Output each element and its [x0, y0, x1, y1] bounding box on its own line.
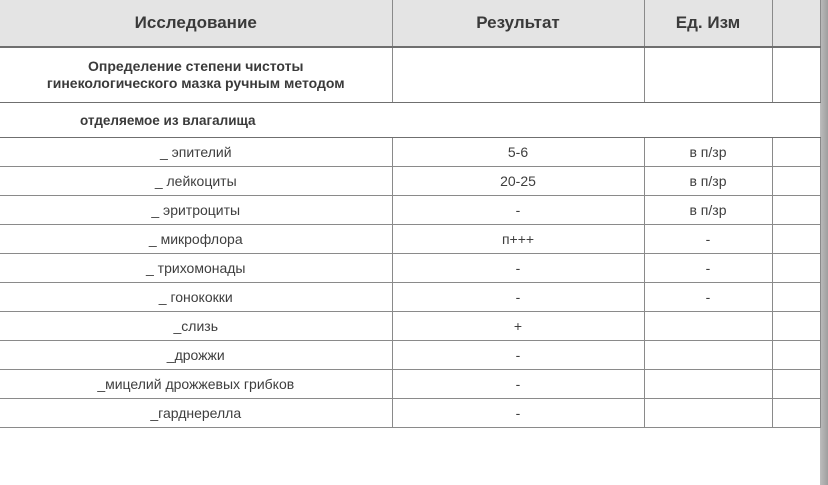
table-row [0, 225, 820, 254]
method-title-cell [0, 47, 392, 103]
row-result: - [392, 370, 644, 399]
row-extra [772, 370, 820, 399]
row-result: - [392, 399, 644, 428]
table-row [0, 167, 820, 196]
method-title-line1: Определение степени чистоты [88, 58, 304, 74]
table-row [0, 312, 820, 341]
header-result: Результат [392, 0, 644, 47]
row-extra [772, 225, 820, 254]
table-row [0, 283, 820, 312]
row-name: _гарднерелла [0, 399, 392, 428]
header-extra [772, 0, 820, 47]
table-row [0, 399, 820, 428]
results-body [0, 138, 820, 428]
row-unit: в п/зр [644, 196, 772, 225]
row-result: 20-25 [392, 167, 644, 196]
method-title [0, 58, 392, 92]
row-extra [772, 196, 820, 225]
row-unit: в п/зр [644, 138, 772, 167]
row-name: _слизь [0, 312, 392, 341]
table-row [0, 196, 820, 225]
row-extra [772, 312, 820, 341]
section-row [0, 103, 820, 138]
row-unit [644, 399, 772, 428]
row-result: - [392, 283, 644, 312]
row-name: _ микрофлора [0, 225, 392, 254]
row-result: - [392, 254, 644, 283]
row-unit [644, 341, 772, 370]
table-row [0, 341, 820, 370]
row-result: - [392, 341, 644, 370]
row-name: _ трихомонады [0, 254, 392, 283]
row-unit: - [644, 283, 772, 312]
row-result: п+++ [392, 225, 644, 254]
table-header-row [0, 0, 820, 47]
row-extra [772, 341, 820, 370]
method-result-cell [392, 47, 644, 103]
row-name: _ лейкоциты [0, 167, 392, 196]
row-extra [772, 283, 820, 312]
row-extra [772, 254, 820, 283]
row-name: _дрожжи [0, 341, 392, 370]
method-extra-cell [772, 47, 820, 103]
table-row [0, 254, 820, 283]
row-result: - [392, 196, 644, 225]
row-name: _ гонококки [0, 283, 392, 312]
method-unit-cell [644, 47, 772, 103]
row-result: + [392, 312, 644, 341]
row-extra [772, 399, 820, 428]
row-result: 5-6 [392, 138, 644, 167]
row-unit [644, 370, 772, 399]
row-unit: - [644, 254, 772, 283]
row-name: _мицелий дрожжевых грибков [0, 370, 392, 399]
row-extra [772, 167, 820, 196]
header-study: Исследование [0, 0, 392, 47]
row-unit: в п/зр [644, 167, 772, 196]
row-name: _ эритроциты [0, 196, 392, 225]
method-row [0, 47, 820, 103]
page-edge-scrollbar [820, 0, 828, 485]
row-extra [772, 138, 820, 167]
row-unit [644, 312, 772, 341]
table-row [0, 138, 820, 167]
table-row [0, 370, 820, 399]
method-title-line2: гинекологического мазка ручным методом [46, 75, 345, 91]
section-title: отделяемое из влагалища [0, 103, 820, 138]
row-name: _ эпителий [0, 138, 392, 167]
header-unit: Ед. Изм [644, 0, 772, 47]
row-unit: - [644, 225, 772, 254]
